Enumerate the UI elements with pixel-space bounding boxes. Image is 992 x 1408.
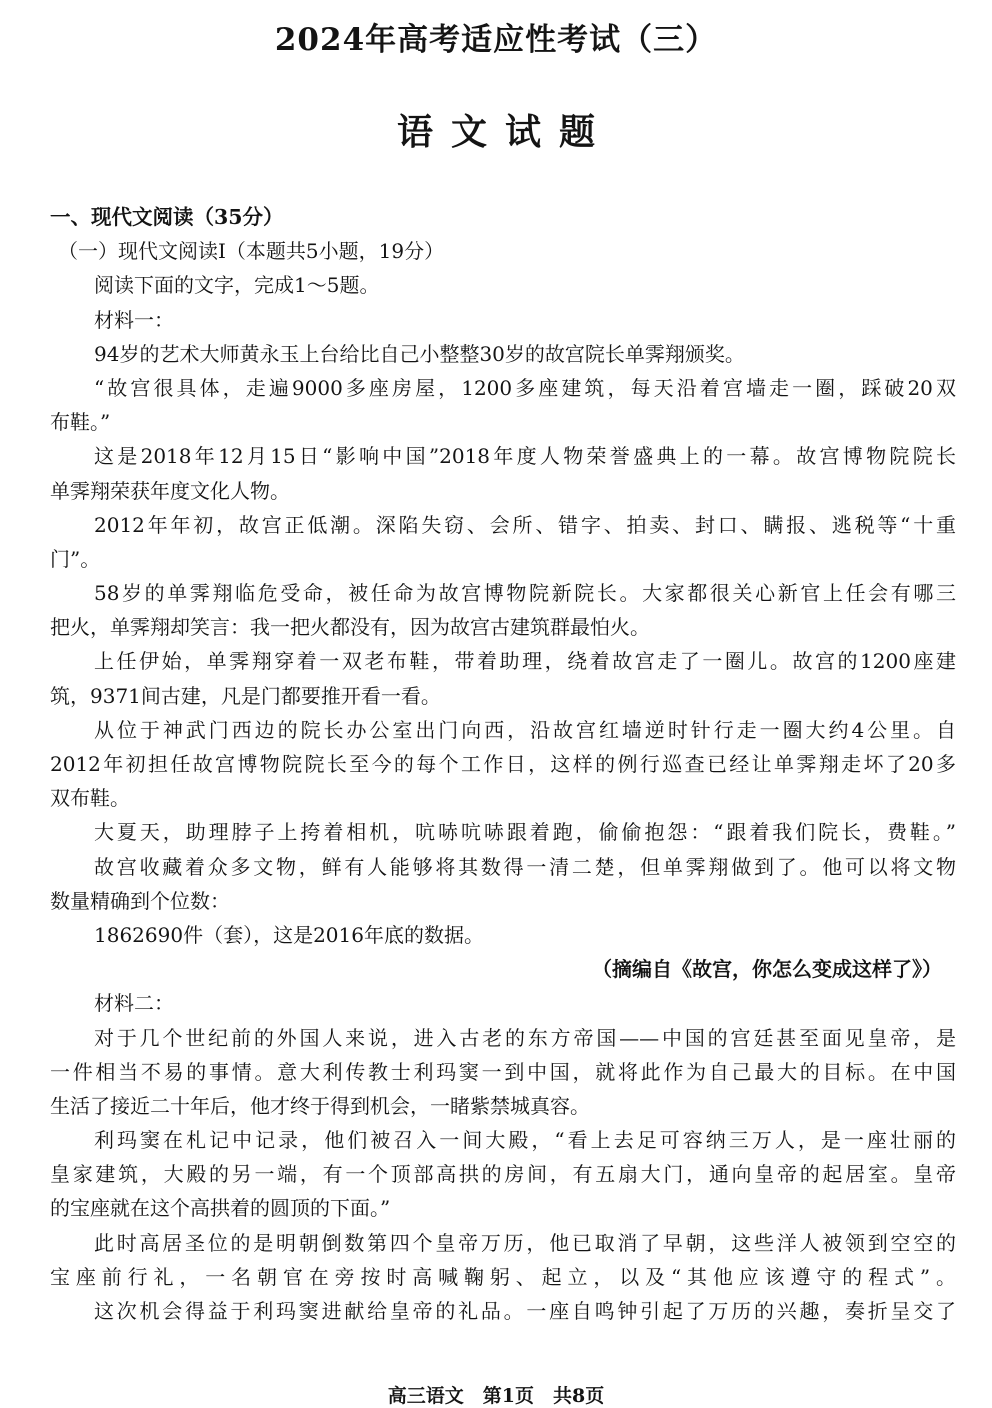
text-line: 布鞋。”	[50, 410, 111, 435]
text-line: 生活了接近二十年后，他才终于得到机会，一睹紫禁城真容。	[50, 1093, 590, 1118]
text-line: 数量精确到个位数：	[50, 888, 230, 913]
text-line: 故宫收藏着众多文物，鲜有人能够将其数得一清二楚，但单霁翔做到了。他可以将文物	[94, 854, 956, 879]
text-line: 筑，9371间古建，凡是门都要推开看一看。	[50, 683, 441, 708]
text-line: 94岁的艺术大师黄永玉上台给比自己小整整30岁的故宫院长单霁翔颁奖。	[94, 341, 745, 366]
text-line: 这次机会得益于利玛窦进献给皇帝的礼品。一座自鸣钟引起了万历的兴趣，奏折呈交了	[94, 1299, 956, 1323]
text-line: 皇家建筑，大殿的另一端，有一个顶部高拱的房间，有五扇大门，通向皇帝的起居室。皇帝	[50, 1162, 956, 1187]
text-line: 58岁的单霁翔临危受命，被任命为故宫博物院新院长。大家都很关心新官上任会有哪三	[94, 581, 956, 606]
text-line: 把火，单霁翔却笑言：我一把火都没有，因为故宫古建筑群最怕火。	[50, 615, 650, 640]
text-line: 从位于神武门西边的院长办公室出门向西，沿故宫红墙逆时针行走一圈大约4公里。自	[94, 717, 956, 742]
text-line: 宝座前行礼，一名朝官在旁按时高喊鞠躬、起立，以及“其他应该遵守的程式”。	[50, 1264, 956, 1289]
text-line: 的宝座就在这个高拱着的圆顶的下面。”	[50, 1196, 391, 1221]
text-line: 材料二：	[94, 991, 174, 1016]
reading-passage	[50, 234, 956, 1328]
text-line: 一件相当不易的事情。意大利传教士利玛窦一到中国，就将此作为自己最大的目标。在中国	[50, 1059, 956, 1084]
text-line: 双布鞋。	[50, 786, 130, 811]
text-line: 2012年年初，故宫正低潮。深陷失窃、会所、错字、拍卖、封口、瞒报、逃税等“十重	[94, 512, 956, 537]
text-line: “故宫很具体，走遍9000多座房屋，1200多座建筑，每天沿着宫墙走一圈，踩破20双	[94, 375, 956, 400]
exam-content	[50, 200, 956, 1328]
text-line: 阅读下面的文字，完成1～5题。	[94, 273, 380, 298]
text-line: 对于几个世纪前的外国人来说，进入古老的东方帝国——中国的宫廷甚至面见皇帝，是	[94, 1025, 956, 1050]
text-line: 大夏天，助理脖子上挎着相机，吭哧吭哧跟着跑，偷偷抱怨：“跟着我们院长，费鞋。”	[94, 820, 956, 845]
text-line: 门”。	[50, 546, 101, 571]
exam-title: 2024年高考适应性考试（三）	[274, 22, 718, 58]
text-line: 单霁翔荣获年度文化人物。	[50, 478, 290, 503]
text-line: 1862690件（套），这是2016年底的数据。	[94, 922, 484, 947]
text-line: 此时高居圣位的是明朝倒数第四个皇帝万历，他已取消了早朝，这些洋人被领到空空的	[94, 1230, 956, 1255]
page-footer: 高三语文 第1页 共8页	[387, 1385, 605, 1407]
section-heading: 一、现代文阅读（35分）	[50, 205, 284, 229]
subsection-heading: （一）现代文阅读Ⅰ（本题共5小题，19分）	[58, 239, 445, 264]
text-line: 上任伊始，单霁翔穿着一双老布鞋，带着助理，绕着故宫走了一圈儿。故宫的1200座建	[94, 649, 956, 674]
text-line: 2012年初担任故宫博物院院长至今的每个工作日，这样的例行巡查已经让单霁翔走坏了20多	[50, 752, 956, 776]
text-line: 材料一：	[94, 307, 174, 332]
text-line: 这是2018年12月15日“影响中国”2018年度人物荣誉盛典上的一幕。故宫博物院院长	[94, 444, 956, 469]
subject-title: 语文试题	[396, 111, 613, 153]
text-line: 利玛窦在札记中记录，他们被召入一间大殿，“看上去足可容纳三万人，是一座壮丽的	[94, 1128, 956, 1153]
source-citation: （摘编自《故宫，你怎么变成这样了》）	[592, 957, 942, 982]
